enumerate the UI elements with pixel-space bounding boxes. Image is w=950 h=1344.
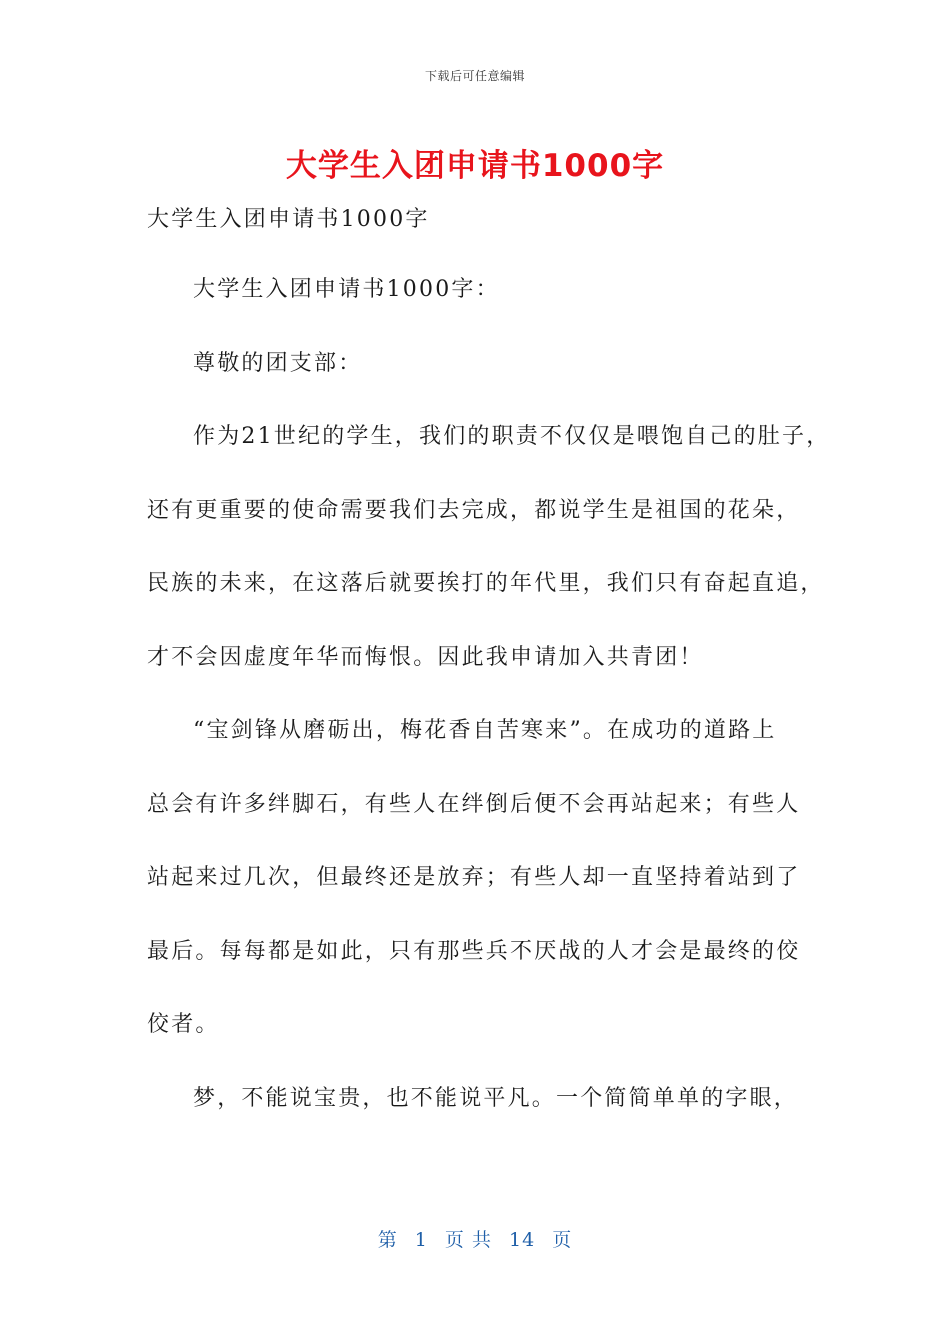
body-line: 大学生入团申请书1000字：: [193, 277, 500, 302]
body-line: 站起来过几次，但最终还是放弃；有些人却一直坚持着站到了: [147, 865, 801, 890]
footer-prefix: 第: [377, 1229, 398, 1251]
document-body: [147, 196, 831, 1148]
body-line: 大学生入团申请书1000字: [147, 207, 430, 232]
page-footer: [0, 1225, 950, 1252]
footer-current-page: 1: [414, 1229, 428, 1251]
body-line: 梦，不能说宝贵，也不能说平凡。一个简简单单的字眼，: [193, 1085, 799, 1111]
body-line: 才不会因虚度年华而悔恨。因此我申请加入共青团！: [147, 644, 704, 670]
body-line: 最后。每每都是如此，只有那些兵不厌战的人才会是最终的佼: [147, 938, 801, 964]
body-line: 尊敬的团支部：: [193, 350, 363, 376]
body-line: 还有更重要的使命需要我们去完成，都说学生是祖国的花朵，: [147, 497, 801, 523]
footer-total-pages: 14: [509, 1229, 536, 1251]
body-line: 民族的未来，在这落后就要挨打的年代里，我们只有奋起直追，: [147, 571, 825, 596]
page-header: 下载后可任意编辑: [424, 69, 525, 83]
footer-middle: 页 共: [444, 1229, 492, 1251]
footer-suffix: 页: [552, 1229, 573, 1251]
body-line: 总会有许多绊脚石，有些人在绊倒后便不会再站起来；有些人: [147, 791, 801, 817]
body-line: 作为21世纪的学生，我们的职责不仅仅是喂饱自己的肚子，: [193, 424, 831, 449]
document-title: 大学生入团申请书1000字: [285, 148, 665, 184]
body-line: 佼者。: [147, 1012, 220, 1037]
body-line: “宝剑锋从磨砺出，梅花香自苦寒来”。在成功的道路上: [193, 718, 777, 743]
